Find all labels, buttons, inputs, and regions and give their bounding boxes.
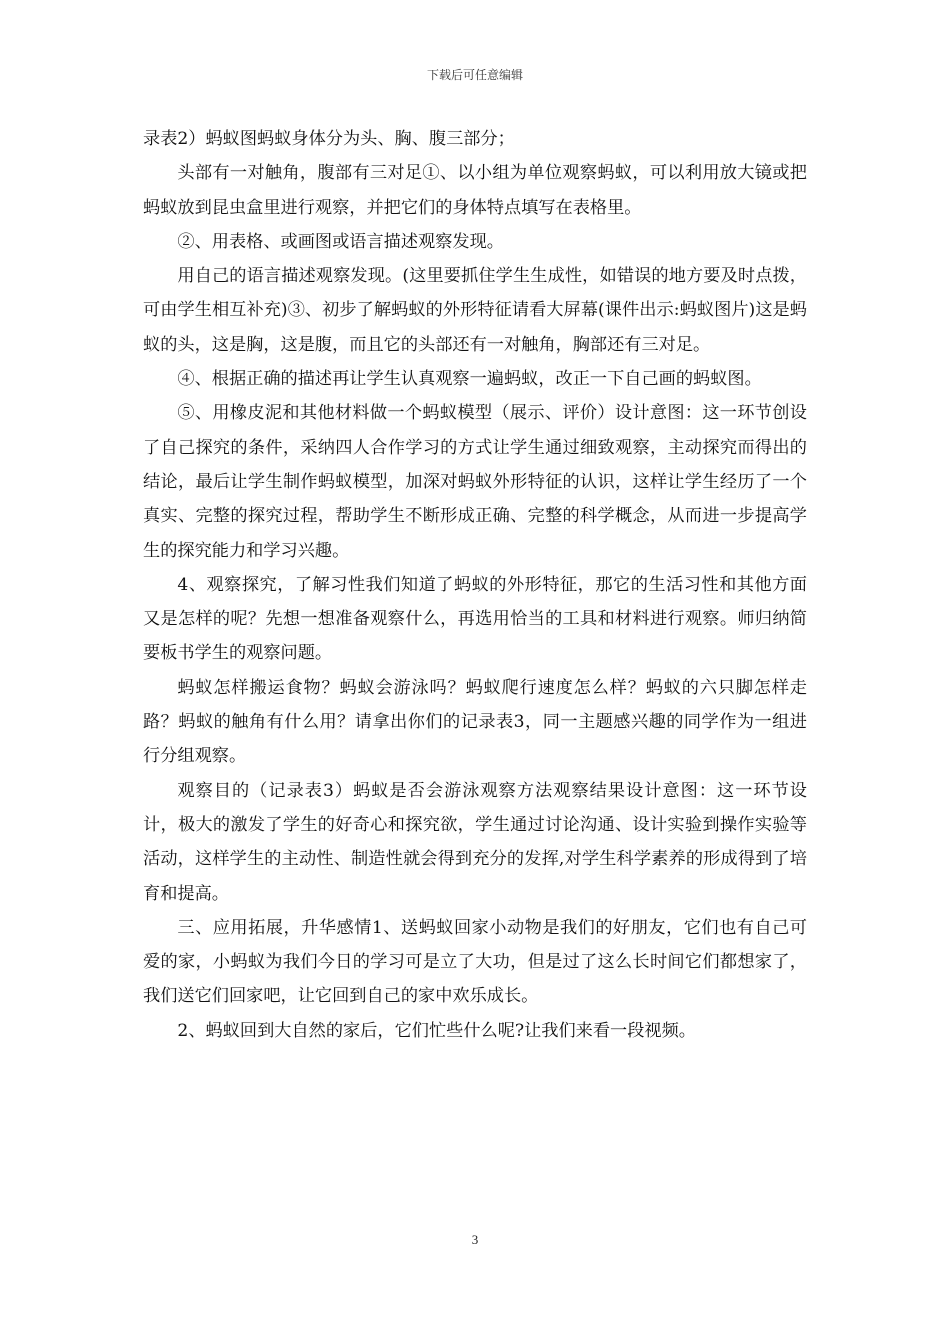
paragraph: ④、根据正确的描述再让学生认真观察一遍蚂蚁，改正一下自己画的蚂蚁图。: [177, 369, 762, 390]
page-number: 3: [471, 1232, 479, 1247]
page-header: 下载后可任意编辑: [426, 68, 523, 82]
paragraph: ②、用表格、或画图或语言描述观察发现。: [177, 231, 504, 252]
paragraph: 观察目的（记录表3）蚂蚁是否会游泳观察方法观察结果设计意图：这一环节设计，极大的激发了学生的好奇心和探究欲，学生通过讨论沟通、设计实验到操作实验等活动，这样学生的主动性、制造性就会得到充分的发挥,对学生科学素养的形成得到了培育和提高。: [143, 780, 807, 904]
paragraph: 三、应用拓展，升华感情1、送蚂蚁回家小动物是我们的好朋友，它们也有自己可爱的家，小蚂蚁为我们今日的学习可是立了大功，但是过了这么长时间它们都想家了，我们送它们回家吧，让它回到自己的家中欢乐成长。: [143, 917, 807, 1007]
paragraph: 蚂蚁怎样搬运食物？蚂蚁会游泳吗？蚂蚁爬行速度怎么样？蚂蚁的六只脚怎样走路？蚂蚁的触角有什么用？请拿出你们的记录表3，同一主题感兴趣的同学作为一组进行分组观察。: [143, 677, 807, 767]
document-body: [143, 122, 807, 1048]
paragraph: 录表2）蚂蚁图蚂蚁身体分为头、胸、腹三部分；: [143, 129, 515, 149]
paragraph: 用自己的语言描述观察发现。(这里要抓住学生生成性，如错误的地方要及时点拨，可由学生相互补充)③、初步了解蚂蚁的外形特征请看大屏幕(课件出示:蚂蚁图片)这是蚂蚁的头，这是胸，这是腹，而且它的头部还有一对触角，胸部还有三对足。: [143, 266, 807, 355]
paragraph: 4、观察探究，了解习性我们知道了蚂蚁的外形特征，那它的生活习性和其他方面又是怎样的呢？先想一想准备观察什么，再选用恰当的工具和材料进行观察。师归纳简要板书学生的观察问题。: [143, 574, 807, 664]
paragraph: 头部有一对触角，腹部有三对足①、以小组为单位观察蚂蚁，可以利用放大镜或把蚂蚁放到昆虫盒里进行观察，并把它们的身体特点填写在表格里。: [143, 163, 807, 218]
paragraph: 2、蚂蚁回到大自然的家后，它们忙些什么呢?让我们来看一段视频。: [177, 1020, 696, 1041]
paragraph: ⑤、用橡皮泥和其他材料做一个蚂蚁模型（展示、评价）设计意图：这一环节创设了自己探究的条件，采纳四人合作学习的方式让学生通过细致观察，主动探究而得出的结论，最后让学生制作蚂蚁模型，加深对蚂蚁外形特征的认识，这样让学生经历了一个真实、完整的探究过程，帮助学生不断形成正确、完整的科学概念，从而进一步提高学生的探究能力和学习兴趣。: [143, 403, 807, 561]
